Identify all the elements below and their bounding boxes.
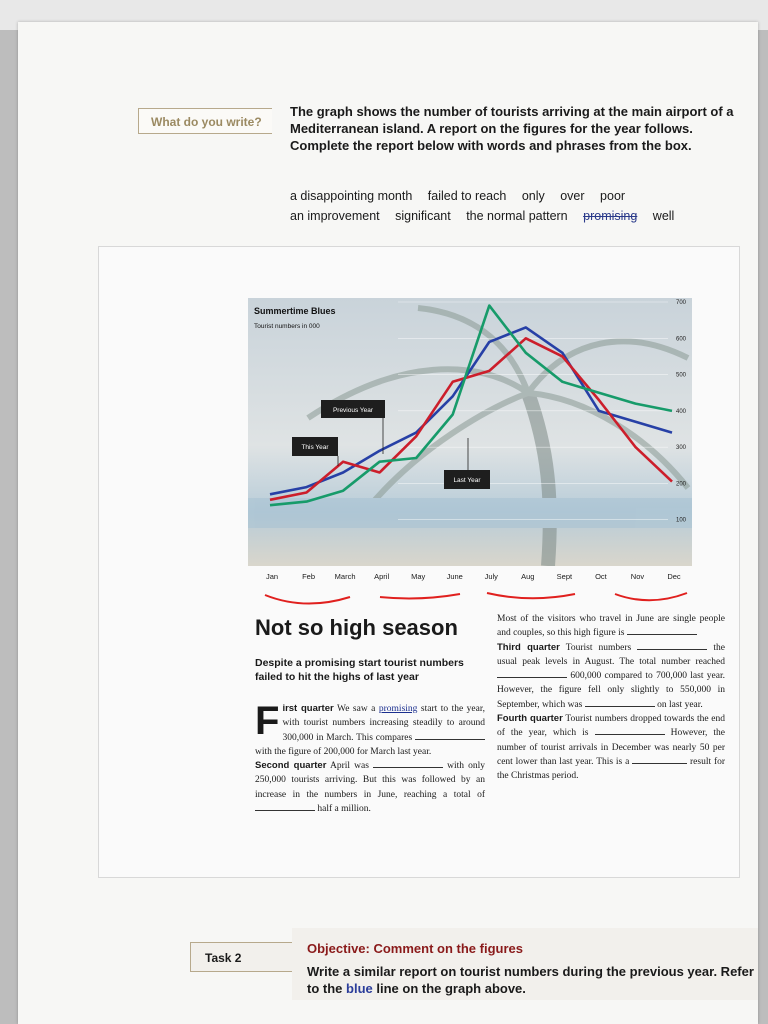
answer-blank[interactable] <box>637 641 707 650</box>
word-option: failed to reach <box>427 189 507 203</box>
word-option: only <box>521 189 545 203</box>
fourth-quarter-heading: Fourth quarter <box>497 713 563 725</box>
word-option: poor <box>600 189 626 203</box>
y-tick-label: 300 <box>675 445 686 452</box>
x-tick-label: Jan <box>265 572 279 581</box>
x-tick-label: March <box>334 572 356 581</box>
x-axis-labels <box>258 572 698 586</box>
task-label: Task 2 <box>190 942 292 972</box>
article-text: Tourist numbers <box>565 642 632 653</box>
third-quarter-heading: Third quarter <box>497 641 560 653</box>
word-option: the normal pattern <box>466 209 568 223</box>
word-box <box>290 186 750 226</box>
task-objective: Objective: Comment on the figures <box>307 941 523 956</box>
second-quarter-heading: Second quarter <box>255 760 327 772</box>
word-option-crossed-out: promising <box>583 209 638 223</box>
article-title: Not so high season <box>255 615 458 640</box>
y-tick-label: 200 <box>675 481 686 488</box>
answer-blank[interactable] <box>585 698 655 707</box>
x-tick-label: Aug <box>521 572 535 581</box>
answer-blank[interactable] <box>627 626 697 635</box>
article-text: on last year. <box>657 699 703 710</box>
article-text: April was <box>329 761 369 772</box>
word-option: a disappointing month <box>290 189 413 203</box>
line-chart <box>248 298 692 566</box>
article-subtitle: Despite a promising start tourist numbers failed to hit the highs of last year <box>255 657 464 683</box>
y-tick-label: 100 <box>675 517 686 524</box>
x-tick-label: Dec <box>667 572 681 581</box>
red-pen-underlines <box>255 585 695 609</box>
handwritten-answer: promising <box>378 704 418 714</box>
article-text: half a million. <box>317 804 371 815</box>
article-text: with the figure of 200,000 for March last year. <box>255 746 432 757</box>
section-label: What do you write? <box>138 108 272 134</box>
task-instructions <box>307 963 762 997</box>
x-tick-label: July <box>484 572 498 581</box>
article-text: result for the Christmas period. <box>497 756 726 782</box>
word-option: significant <box>395 209 451 223</box>
chart-title: Summertime Blues <box>254 306 336 316</box>
answer-blank[interactable] <box>632 755 687 764</box>
annotation-label: Previous Year <box>332 407 374 414</box>
task-text: Write a similar report on tourist numbers during the previous year. Refer to the <box>307 964 754 996</box>
y-tick-label: 400 <box>675 408 686 415</box>
word-box-line-2 <box>290 206 750 226</box>
article-text: start to the year, with tourist numbers increasing steadily to around 300,000 in March. This compares <box>282 704 486 743</box>
x-tick-label: June <box>446 572 463 581</box>
article-column-right <box>497 612 725 784</box>
annotation-label: Last Year <box>453 477 481 484</box>
answer-blank[interactable] <box>373 759 443 768</box>
article-text: However, the number of tourist arrivals in December was nearly 50 per cent lower than last year. This is a <box>497 728 726 767</box>
first-quarter-heading: irst quarter <box>282 703 334 714</box>
chart-svg <box>248 298 692 566</box>
word-option: an improvement <box>290 209 380 223</box>
x-tick-label: Feb <box>302 572 315 581</box>
article-text: the usual peak levels in August. The total number reached <box>497 642 725 667</box>
instructions: The graph shows the number of tourists arriving at the main airport of a Mediterranean island. A report on the figures for the year follows. Complete the report below with words and phrases from the box. <box>290 104 734 153</box>
x-tick-label: May <box>411 572 426 581</box>
word-option: well <box>652 209 675 223</box>
x-tick-label: April <box>374 572 390 581</box>
article-column-left <box>255 699 486 816</box>
article-text: We saw a <box>337 704 376 714</box>
article-text: 600,000 compared to 700,000 last year. However, the figure fell only slightly to 550,000 in September, which was <box>497 671 726 710</box>
task-text: line on the graph above. <box>376 981 526 996</box>
y-tick-label: 700 <box>675 300 686 306</box>
article-text: Most of the visitors who travel in June are single people and couples, so this high figure is <box>497 614 725 639</box>
answer-blank[interactable] <box>497 669 567 678</box>
word-box-line-1 <box>290 186 750 206</box>
article-text: Tourist numbers dropped towards the end of the year, which is <box>497 714 725 739</box>
article-text: with only 250,000 tourists arriving. But this was followed by an increase in the numbers in June, reaching a total of <box>255 761 486 800</box>
x-tick-label: Oct <box>595 572 607 581</box>
answer-blank[interactable] <box>595 726 665 735</box>
answer-blank[interactable] <box>415 731 485 740</box>
y-tick-label: 600 <box>675 336 686 343</box>
word-option: over <box>560 189 585 203</box>
x-tick-label: Nov <box>630 572 645 581</box>
annotation-label: This Year <box>301 444 329 451</box>
y-tick-label: 500 <box>675 372 686 379</box>
drop-cap: F <box>255 699 280 743</box>
answer-blank[interactable] <box>255 802 315 811</box>
chart-subtitle: Tourist numbers in 000 <box>254 323 320 330</box>
task-text-highlight: blue <box>346 981 373 996</box>
x-tick-label: Sept <box>556 572 573 581</box>
